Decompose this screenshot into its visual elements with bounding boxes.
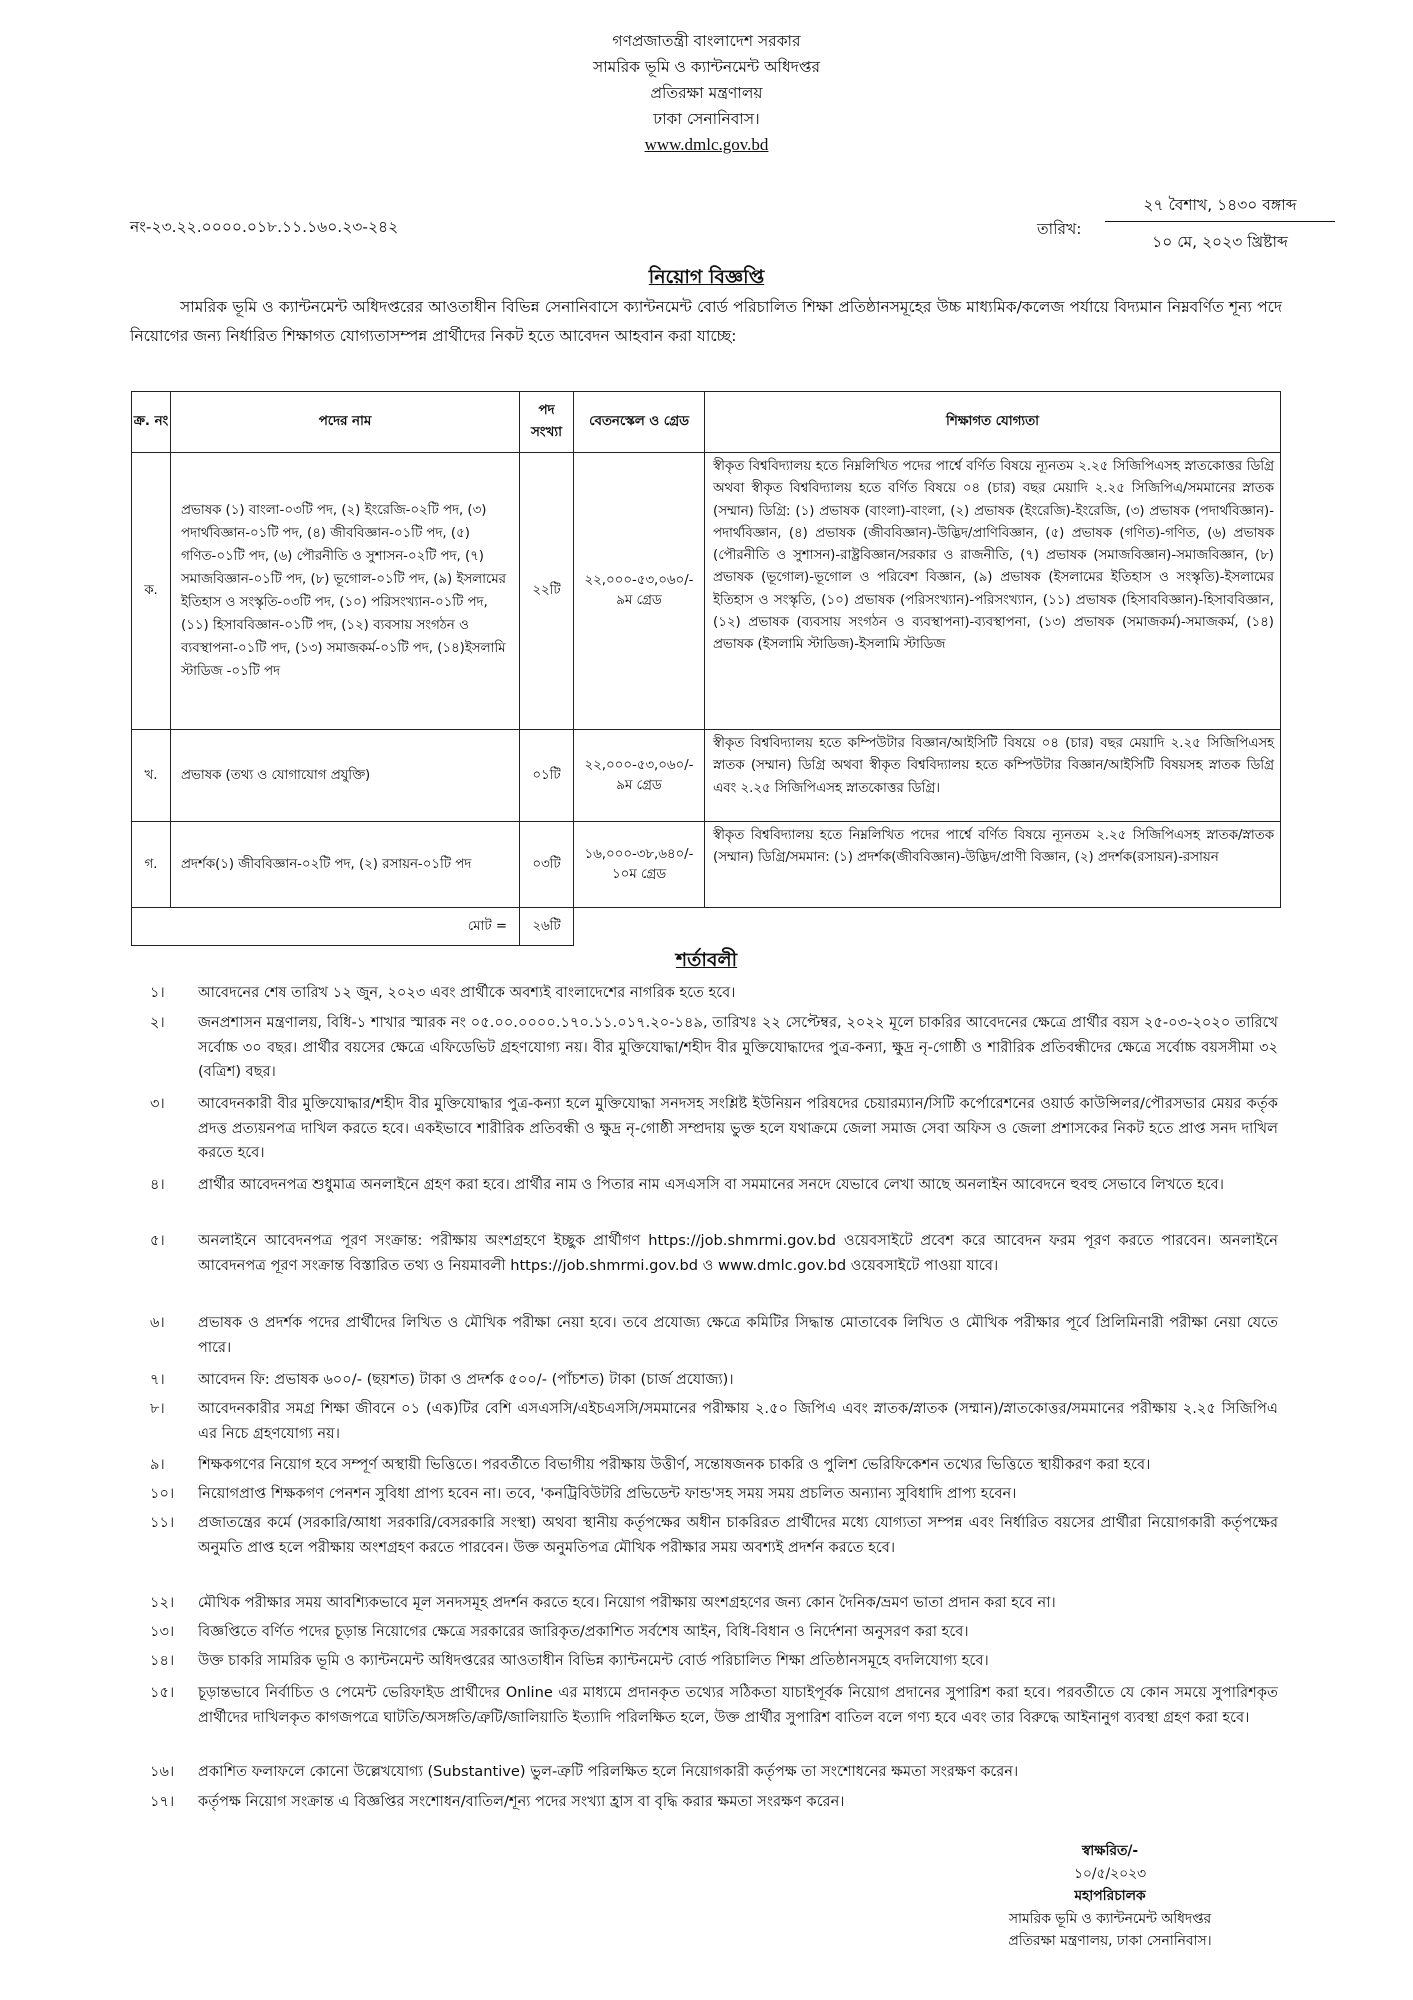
- condition-text: আবেদনকারীর সমগ্র শিক্ষা জীবনে ০১ (এক)টির বেশি এসএসসি/এইচএসসি/সমমানের পরীক্ষায় ২.৫০ জিপিএ এবং স্নাতক/স্নাতক (সম্মান)/স্নাতকোত্তর/সমমানের পরীক্ষায় ২.২৫ সিজিপিএ এর নিচে গ্রহণযোগ্য নয়।: [198, 1400, 1278, 1442]
- condition-number: ১০।: [150, 1485, 175, 1502]
- signatory-designation: মহাপরিচালক: [1074, 1888, 1146, 1904]
- list-item: [150, 1620, 1278, 1645]
- condition-text: উক্ত চাকরি সামরিক ভূমি ও ক্যান্টনমেন্ট অধিদপ্তরের আওতাধীন বিভিন্ন ক্যান্টনমেন্ট বোর্ড পরিচালিত শিক্ষা প্রতিষ্ঠানসমূহে বদলিযোগ্য হবে।: [198, 1652, 989, 1669]
- row-post-name: প্রভাষক (১) বাংলা-০৩টি পদ, (২) ইংরেজি-০২টি পদ, (৩) পদার্থবিজ্ঞান-০১টি পদ, (৪) জীববিজ্ঞান-০১টি পদ, (৫) গণিত-০১টি পদ, (৬) পৌরনীতি ও সুশাসন-০২টি পদ, (৭) সমাজবিজ্ঞান-০১টি পদ, (৮) ভূগোল-০১টি পদ, (৯) ইসলামের ইতিহাস ও সংস্কৃতি-০৩টি পদ, (১০) পরিসংখ্যান-০১টি পদ, (১১) হিসাববিজ্ঞান-০১টি পদ, (১২) ব্যবসায় সংগঠন ও ব্যবস্থাপনা-০১টি পদ, (১৩) সমাজকর্ম-০১টি পদ, (১৪)ইসলামি স্টাডিজ -০১টি পদ: [171, 453, 520, 730]
- pay-grade: ১০ম গ্রেড: [611, 866, 667, 882]
- condition-text: অনলাইনে আবেদনপত্র পূরণ সংক্রান্ত: পরীক্ষায় অংশগ্রহণে ইচ্ছুক প্রার্থীগণ https://job.shmrmi.gov.bd ওয়েবসাইটে প্রবেশ করে আবেদন ফরম পূরণ করতে পারবেন। অনলাইনে আবেদনপত্র পূরণ সংক্রান্ত বিস্তারিত তথ্য ও নিয়মাবলী https://job.shmrmi.gov.bd ও www.dmlc.gov.bd ওয়েবসাইটে পাওয়া যাবে।: [198, 1232, 1278, 1274]
- condition-text: আবেদনের শেষ তারিখ ১২ জুন, ২০২৩ এবং প্রার্থীকে অবশ্যই বাংলাদেশের নাগরিক হতে হবে।: [198, 984, 736, 1001]
- condition-text: আবেদন ফি: প্রভাষক ৬০০/- (ছয়শত) টাকা ও প্রদর্শক ৫০০/- (পাঁচশত) টাকা (চার্জ প্রযোজ্য)।: [198, 1371, 734, 1388]
- condition-text: শিক্ষকগণের নিয়োগ হবে সম্পূর্ণ অস্থায়ী ভিত্তিতে। পরবর্তীতে বিভাগীয় পরীক্ষায় উত্তীর্ণ, সন্তোষজনক চাকরি ও পুলিশ ভেরিফিকেশন তথ্যের ভিত্তিতে স্থায়ীকরণ করা হবে।: [198, 1456, 1151, 1473]
- condition-text: কর্তৃপক্ষ নিয়োগ সংক্রান্ত এ বিজ্ঞপ্তির সংশোধন/বাতিল/শূন্য পদের সংখ্যা হ্রাস বা বৃদ্ধি করার ক্ষমতা সংরক্ষণ করেন।: [198, 1793, 845, 1810]
- government-name: গণপ্রজাতন্ত্রী বাংলাদেশ সরকার: [612, 32, 801, 50]
- condition-text: চূড়ান্তভাবে নির্বাচিত ও পেমেন্ট ভেরিফাইড প্রার্থীদের Online এর মাধ্যমে প্রদানকৃত তথ্যের সঠিকতা যাচাইপূর্বক নিয়োগ প্রদানের সুপারিশ করা হবে। পরবর্তীতে যে কোন সময়ে সুপারিশকৃত প্রার্থীদের দাখিলকৃত কাগজপত্রে ঘাটতি/অসঙ্গতি/ত্রুটি/জালিয়াতি ইত্যাদি পরিলক্ষিত হলে, উক্ত প্রার্থীর সুপারিশ বাতিল বলে গণ্য হবে এবং তার বিরুদ্ধে আইনানুগ ব্যবস্থা গ্রহণ করা হবে।: [198, 1684, 1278, 1726]
- row-pay-scale: [574, 730, 705, 822]
- list-item: [150, 1511, 1278, 1560]
- condition-text: প্রকাশিত ফলাফলে কোনো উল্লেখযোগ্য (Substantive) ভুল-ত্রুটি পরিলক্ষিত হলে নিয়োগকারী কর্তৃপক্ষ তা সংশোধনের ক্ষমতা সংরক্ষণ করেন।: [198, 1763, 1019, 1780]
- department-name: সামরিক ভূমি ও ক্যান্টনমেন্ট অধিদপ্তর: [592, 58, 821, 76]
- condition-number: ৯।: [150, 1456, 165, 1473]
- total-empty-cell: [574, 908, 1281, 946]
- condition-number: ৮।: [150, 1400, 165, 1417]
- row-post-count: ০১টি: [520, 730, 574, 822]
- pay-range: ২২,০০০-৫৩,০৬০/-: [584, 573, 694, 588]
- row-serial: খ.: [132, 730, 171, 822]
- condition-text: জনপ্রশাসন মন্ত্রণালয়, বিধি-১ শাখার স্মারক নং ০৫.০০.০০০০.১৭০.১১.০১৭.২০-১৪৯, তারিখঃ ২২ সেপ্টেম্বর, ২০২২ মূলে চাকরির আবেদনের ক্ষেত্রে প্রার্থীর বয়স ২৫-০৩-২০২০ তারিখে সর্বোচ্চ ৩০ বছর। প্রার্থীর বয়সের ক্ষেত্রে এফিডেভিট গ্রহণযোগ্য নয়। বীর মুক্তিযোদ্ধা/শহীদ বীর মুক্তিযোদ্ধাদের পুত্র-কন্যা, ক্ষুদ্র নৃ-গোষ্ঠী ও শারীরিক প্রতিবন্ধীদের ক্ষেত্রে সর্বোচ্চ বয়সসীমা ৩২ (বত্রিশ) বছর।: [198, 1014, 1278, 1080]
- condition-number: ১৬।: [150, 1763, 175, 1780]
- signature-block: [930, 1840, 1290, 1953]
- list-item: [150, 1397, 1278, 1446]
- condition-text: প্রভাষক ও প্রদর্শক পদের প্রার্থীদের লিখিত ও মৌখিক পরীক্ষা নেয়া হবে। তবে প্রযোজ্য ক্ষেত্রে কমিটির সিদ্ধান্ত মোতাবেক লিখিত ও মৌখিক পরীক্ষার পূর্বে প্রিলিমিনারী পরীক্ষা নেয়া যেতে পারে।: [198, 1314, 1278, 1356]
- pay-grade: ৯ম গ্রেড: [616, 593, 662, 608]
- signed-mark: স্বাক্ষরিত/-: [1081, 1843, 1139, 1859]
- condition-text: মৌখিক পরীক্ষার সময় আবশ্যিকভাবে মূল সনদসমূহ প্রদর্শন করতে হবে। নিয়োগ পরীক্ষায় অংশগ্রহণের জন্য কোন দৈনিক/ভ্রমণ ভাতা প্রদান করা হবে না।: [198, 1594, 1056, 1611]
- total-value: ২৬টি: [520, 908, 574, 946]
- list-item: [150, 1453, 1278, 1478]
- condition-number: ৫।: [150, 1232, 165, 1249]
- row-qualification: স্বীকৃত বিশ্ববিদ্যালয় হতে কম্পিউটার বিজ্ঞান/আইসিটি বিষয়ে ০৪ (চার) বছর মেয়াদি ২.২৫ সিজিপিএসহ স্নাতক (সম্মান) ডিগ্রি অথবা স্বীকৃত বিশ্ববিদ্যালয় হতে কম্পিউটার বিজ্ঞান/আইসিটি বিষয়সহ স্নাতক ডিগ্রি এবং ২.২৫ সিজিপিএসহ স্নাতকোত্তর ডিগ্রি।: [705, 730, 1281, 822]
- condition-number: ১৪।: [150, 1652, 175, 1669]
- list-item: [150, 1649, 1278, 1674]
- list-item: [150, 1368, 1278, 1393]
- row-qualification: স্বীকৃত বিশ্ববিদ্যালয় হতে নিম্নলিখিত পদের পার্শ্বে বর্ণিত বিষয়ে ন্যূনতম ২.২৫ সিজিপিএসহ স্নাতকোত্তর ডিগ্রি অথবা স্বীকৃত বিশ্ববিদ্যালয় হতে বর্ণিত বিষয়ে ০৪ (চার) বছর মেয়াদি ২.২৫ সিজিপিএ/সমমানের স্নাতক (সম্মান) ডিগ্রি: (১) প্রভাষক (বাংলা)-বাংলা, (২) প্রভাষক (ইংরেজি)-ইংরেজি, (৩) প্রভাষক (পদার্থবিজ্ঞান)-পদার্থবিজ্ঞান, (৪) প্রভাষক (জীববিজ্ঞান)-উদ্ভিদ/প্রাণিবিজ্ঞান, (৫) প্রভাষক (গণিত)-গণিত, (৬) প্রভাষক (পৌরনীতি ও সুশাসন)-রাষ্ট্রবিজ্ঞান/সরকার ও রাজনীতি, (৭) প্রভাষক (সমাজবিজ্ঞান)-সমাজবিজ্ঞান, (৮) প্রভাষক (ভূগোল)-ভূগোল ও পরিবেশ বিজ্ঞান, (৯) প্রভাষক (ইসলামের ইতিহাস ও সংস্কৃতি)-ইসলামের ইতিহাস ও সংস্কৃতি, (১০) প্রভাষক (পরিসংখ্যান)-পরিসংখ্যান, (১১) প্রভাষক (হিসাববিজ্ঞান)-হিসাববিজ্ঞান, (১২) প্রভাষক (ব্যবসায় সংগঠন ও ব্যবস্থাপনা)-ব্যবস্থাপনা, (১৩) প্রভাষক (সমাজকর্ম)-সমাজকর্ম, (১৪) প্রভাষক (ইসলামি স্টাডিজ)-ইসলামি স্টাডিজ: [705, 453, 1281, 730]
- table-row: [132, 730, 1281, 822]
- condition-number: ২।: [150, 1014, 165, 1031]
- row-pay-scale: [574, 453, 705, 730]
- table-total-row: [132, 908, 1281, 946]
- row-serial: ক.: [132, 453, 171, 730]
- row-post-name: প্রদর্শক(১) জীববিজ্ঞান-০২টি পদ, (২) রসায়ন-০১টি পদ: [171, 822, 520, 908]
- memo-number: নং-২৩.২২.০০০০.০১৮.১১.১৬০.২৩-২৪২: [130, 218, 399, 236]
- row-qualification: স্বীকৃত বিশ্ববিদ্যালয় হতে নিম্নলিখিত পদের পার্শ্বে বর্ণিত বিষয়ে ন্যূনতম ২.২৫ সিজিপিএসহ স্নাতক/স্নাতক (সম্মান) ডিগ্রি/সমমান: (১) প্রদর্শক(জীববিজ্ঞান)-উদ্ভিদ/প্রাণী বিজ্ঞান, (২) প্রদর্শক(রসায়ন)-রসায়ন: [705, 822, 1281, 908]
- letterhead: [0, 28, 1413, 158]
- header-post-count: পদ সংখ্যা: [520, 392, 574, 453]
- condition-number: ১৭।: [150, 1793, 175, 1810]
- date-english: ১০ মে, ২০২৩ খ্রিষ্টাব্দ: [1152, 233, 1288, 251]
- list-item: [150, 1681, 1278, 1730]
- notice-title: [0, 263, 1413, 295]
- list-item: [150, 1790, 1278, 1815]
- conditions-title-text: শর্তাবলী: [675, 949, 738, 971]
- row-post-count: ২২টি: [520, 453, 574, 730]
- condition-number: ১৫।: [150, 1684, 175, 1701]
- condition-number: ১২।: [150, 1594, 175, 1611]
- pay-range: ১৬,০০০-৩৮,৬৪০/-: [584, 846, 694, 862]
- office-location: ঢাকা সেনানিবাস।: [653, 110, 760, 128]
- pay-grade: ৯ম গ্রেড: [616, 777, 662, 793]
- list-item: [150, 981, 1278, 1006]
- condition-text: আবেদনকারী বীর মুক্তিযোদ্ধার/শহীদ বীর মুক্তিযোদ্ধার পুত্র-কন্যা হলে মুক্তিযোদ্ধা সনদসহ সংশ্লিষ্ট ইউনিয়ন পরিষদের চেয়ারম্যান/সিটি কর্পোরেশনের ওয়ার্ড কাউন্সিলর/পৌরসভার মেয়র কর্তৃক প্রদত্ত প্রত্যয়নপত্র দাখিল করতে হবে। একইভাবে শারীরিক প্রতিবন্ধী ও ক্ষুদ্র নৃ-গোষ্ঠী সম্প্রদায় ভুক্ত হলে যথাক্রমে জেলা সমাজ সেবা অফিস ও জেলা প্রশাসকের নিকট হতে প্রাপ্ত সনদ দাখিল করতে হবে।: [198, 1095, 1279, 1161]
- ministry-name: প্রতিরক্ষা মন্ত্রণালয়: [650, 84, 763, 102]
- table-row: [132, 822, 1281, 908]
- list-item: [150, 1482, 1278, 1507]
- date-label: তারিখ:: [1037, 220, 1082, 238]
- vacancy-table: [131, 391, 1281, 946]
- date-bangla: ২৭ বৈশাখ, ১৪৩০ বঙ্গাব্দ: [1105, 193, 1335, 222]
- list-item: [150, 1229, 1278, 1278]
- total-label: মোট =: [132, 908, 520, 946]
- header-post-name: পদের নাম: [171, 392, 520, 453]
- signatory-office: সামরিক ভূমি ও ক্যান্টনমেন্ট অধিদপ্তর: [1008, 1910, 1212, 1927]
- header-pay-scale: বেতনস্কেল ও গ্রেড: [574, 392, 705, 453]
- condition-text: প্রার্থীর আবেদনপত্র শুধুমাত্র অনলাইনে গ্রহণ করা হবে। প্রার্থীর নাম ও পিতার নাম এসএসসি বা সমমানের সনদে যেভাবে লেখা আছে অনলাইন আবেদনে হুবহু সেভাবে লিখতে হবে।: [198, 1176, 1224, 1193]
- table-row: [132, 453, 1281, 730]
- notice-title-text: নিয়োগ বিজ্ঞপ্তি: [648, 266, 765, 288]
- pay-range: ২২,০০০-৫৩,০৬০/-: [584, 757, 694, 773]
- list-item: [150, 1092, 1278, 1166]
- website-link[interactable]: www.dmlc.gov.bd: [644, 135, 769, 154]
- list-item: [150, 1760, 1278, 1785]
- row-post-count: ০৩টি: [520, 822, 574, 908]
- condition-text: বিজ্ঞপ্তিতে বর্ণিত পদের চূড়ান্ত নিয়োগের ক্ষেত্রে সরকারের জারিকৃত/প্রকাশিত সর্বশেষ আইন, বিধি-বিধান ও নির্দেশনা অনুসরণ করা হবে।: [198, 1623, 969, 1640]
- header-qualification: শিক্ষাগত যোগ্যতা: [705, 392, 1281, 453]
- condition-number: ৪।: [150, 1176, 165, 1193]
- condition-number: ১।: [150, 984, 165, 1001]
- condition-text: প্রজাতন্ত্রের কর্মে (সরকারি/আধা সরকারি/বেসরকারি সংস্থা) অথবা স্থানীয় কর্তৃপক্ষের অধীন চাকরিরত প্রার্থীদের মধ্যে যোগ্যতা সম্পন্ন এবং নির্ধারিত বয়সের প্রার্থীরা নিয়োগকারী কর্তৃপক্ষের অনুমতি প্রাপ্ত হলে পরীক্ষায় অংশগ্রহণ করতে পারবেন। উক্ত অনুমতিপত্র মৌখিক পরীক্ষার সময় অবশ্যই প্রদর্শন করতে হবে।: [198, 1514, 1278, 1556]
- condition-number: ৬।: [150, 1314, 165, 1331]
- row-pay-scale: [574, 822, 705, 908]
- condition-number: ১১।: [150, 1514, 175, 1531]
- signature-date: ১০/৫/২০২৩: [1073, 1865, 1147, 1882]
- table-header-row: [132, 392, 1281, 453]
- signatory-address: প্রতিরক্ষা মন্ত্রণালয়, ঢাকা সেনানিবাস।: [1008, 1933, 1212, 1949]
- condition-number: ৩।: [150, 1095, 165, 1112]
- conditions-title: [0, 946, 1413, 978]
- row-post-name: প্রভাষক (তথ্য ও যোগাযোগ প্রযুক্তি): [171, 730, 520, 822]
- condition-number: ৭।: [150, 1371, 165, 1388]
- condition-number: ১৩।: [150, 1623, 175, 1640]
- list-item: [150, 1173, 1278, 1198]
- condition-text: নিয়োগপ্রাপ্ত শিক্ষকগণ পেনশন সুবিধা প্রাপ্য হবেন না। তবে, 'কনট্রিবিউটরি প্রভিডেন্ট ফান্ড'সহ সময় সময় প্রচলিত অন্যান্য সুবিধাদি প্রাপ্য হবেন।: [198, 1485, 1017, 1502]
- list-item: [150, 1311, 1278, 1360]
- header-serial: ক্র. নং: [132, 392, 171, 453]
- list-item: [150, 1011, 1278, 1085]
- intro-paragraph: সামরিক ভূমি ও ক্যান্টনমেন্ট অধিদপ্তরের আওতাধীন বিভিন্ন সেনানিবাসে ক্যান্টনমেন্ট বোর্ড পরিচালিত শিক্ষা প্রতিষ্ঠানসমূহের উচ্চ মাধ্যমিক/কলেজ পর্যায়ে বিদ্যমান নিম্নবর্ণিত শূন্য পদে নিয়োগের জন্য নির্ধারিত শিক্ষাগত যোগ্যতাসম্পন্ন প্রার্থীদের নিকট হতে আবেদন আহবান করা যাচ্ছে:: [130, 298, 1282, 345]
- row-serial: গ.: [132, 822, 171, 908]
- list-item: [150, 1591, 1278, 1616]
